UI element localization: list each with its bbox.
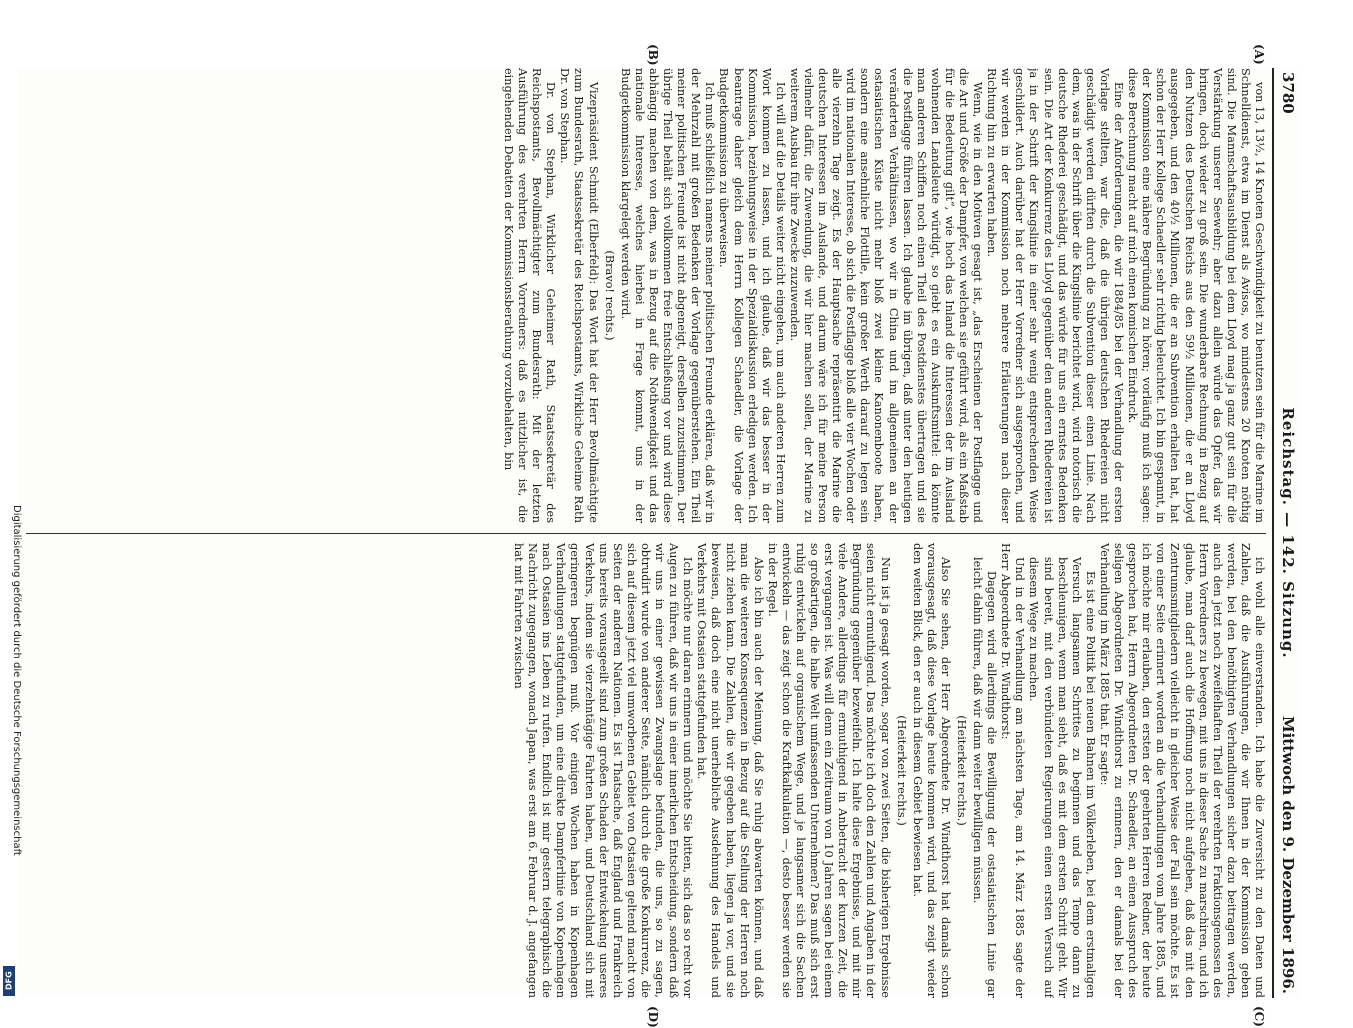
margin-marker-c: (C) [1252,1006,1266,1027]
digitization-credit: Digitalisierung gefördert durch die Deutsche Forschungsgemeinschaft [11,505,22,856]
margin-marker-b: (B) [646,44,660,66]
paragraph: Also Sie sehen, der Herr Abgeordnete Dr. Windthorst hat damals schon vorausgesagt, daß diese Vorlage heute kommen wird, und das zeigt wieder den weiten Blick, den er auch in diesem Gebiet bewiesen hat. [910,543,952,998]
speaker-paragraph: Dr. von Stephan, Wirklicher Geheimer Rath, Staatssekretär des Reichspostamts, Bevollmächtigter zum Bundesrath: Mit der letzten Ausführung des verehrten Herrn Vorredners: daß es nützlicher ist, die eingehenden Debatten der Kommissionsberathung vorzubehalten, bin [502,68,558,523]
left-column [26,68,1266,523]
interjection: (Bravo! rechts.) [602,250,616,341]
dfg-logo: DFG [3,966,15,996]
header-title: Reichstag. — 142. Sitzung. [1279,407,1297,659]
header-date: Mittwoch den 9. Dezember 1896. [1279,716,1297,994]
quotation: Es ist eine Politik bei neuen Bahnen im Völkerleben, bei dem erstmaligen Versuch langsamen Schrittes zu beginnen und das Tempo dann zu beschleunigen, wenn man sieht, daß es mit dem ersten Schritt geht. Wir sind bereit, mit den verbündeten Regierungen einen ersten Versuch auf diesem Wege zu machen. [1027,557,1097,998]
rotated-newspaper-page [18,44,1300,1028]
interjection: (Heiterkeit rechts.) [955,715,969,826]
page-header [1272,68,1300,998]
paragraph: Und in der Verhandlung am nächsten Tage, am 14. März 1885 sagte der Herr Abgeordnete Dr. Windthorst: [999,543,1027,998]
paragraph: Nun ist ja gesagt worden, sogar von zwei Seiten, die bisherigen Ergebnisse seien nicht ermuthigend. Das möchte ich doch den Zahlen und Angaben in der Begründung gegenüber bezweifeln. Ich halte diese Ergebnisse, und mit mir viele Andere, allerdings für ermuthigend in Anbetracht der kurzen Zeit, die erst vergangen ist. Was will denn ein Zeitraum von 10 Jahren sagen bei einem so großartigen, die halbe Welt umfassenden Unternehmen? Das muß sich erst ruhig entwickeln auf organischem Wege, und je langsamer sich die Sachen entwickeln — das zeigt schon die Kraftkalkulation —, desto besser werden sie in der Regel. [765,543,892,998]
quotation: Dagegen wird allerdings die Bewilligung der ostasiatischen Linie gar leicht dahin führen, daß wir dann weiter bewilligen müssen. [971,557,999,998]
margin-marker-d: (D) [646,1006,660,1028]
right-column [26,543,1266,998]
column-divider [26,533,1266,534]
margin-marker-a: (A) [1252,44,1266,65]
interjection: (Heiterkeit rechts.) [894,715,908,826]
paragraph: Ich muß schließlich namens meiner politischen Freunde erklären, daß wir in der Mehrzahl mit großen Bedenken der Vorlage gegenüberstehen. Ein Theil meiner politischen Freunde ist nicht abgeneigt, derselben zuzustimmen. Der übrige Theil behält sich vollkommen freie Entschließung vor und wird diese abhängig machen von dem, was in Bezug auf die Nothwendigkeit und das nationale Interesse, welches hierbei in Frage kommt, uns in der Budgetkommission klargelegt werden wird. [618,68,717,523]
paragraph: ich wohl alle einverstanden. Ich habe die Zuversicht zu den Daten und Zahlen, daß die Ausführungen, die wir Ihnen in der Kommission geben werden, bei den benöthigten Verhandlungen sicher dazu beitragen werden, auch den jetzt noch zweifelhaften Theil der verehrten Fraktionsgenossen des Herrn Vorredners zu bewegen, mit uns in dieser Sache zu marschiren, und ich glaube, man darf auch die Hoffnung noch nicht aufgeben, daß das mit den Zentrumsmitgliedern vielleicht in gleicher Weise der Fall sein möchte. Es ist von einer Seite erinnert worden an die Verhandlungen vom Jahre 1885, und ich möchte mir erlauben, den ersten der geehrten Herren Redner, der heute gesprochen hat, Herrn Abgeordneten Dr. Schaedler, an einen Ausspruch des seligen Abgeordneten Dr. Windthorst zu erinnern, den er damals bei der Verhandlung im März 1885 that. Er sagte: [1097,543,1266,998]
speaker-paragraph: Vizepräsident Schmidt (Elberfeld): Das Wort hat der Herr Bevollmächtigte zum Bundesrath, Staatssekretär des Reichspostamts, Wirkliche Geheime Rath Dr. von Stephan. [558,68,600,523]
page-number: 3780 [1279,72,1297,114]
paragraph: Ich will auf die Details weiter nicht eingehen, um auch anderen Herren zum Wort kommen zu lassen, und ich glaube, daß wir das besser in der Kommission, beziehungsweise in der Spezialdiskussion erledigen werden. Ich beantrage daher gleich dem Herrn Kollegen Schaedler, die Vorlage der Budgetkommission zu überweisen. [717,68,787,523]
paragraph: Eine der Anforderungen, die wir 1884/85 bei der Verhandlung der ersten Vorlage stellten, war die, daß die übrigen deutschen Rhedereien nicht geschädigt werden dürften durch die Subvention dieser einen Linie. Nach dem, was in der Schrift über die Kingslinie berichtet wird, wird notorisch die deutsche Rhederei geschädigt, und das würde für uns ein ernstes Bedenken sein. Die Art der Konkurrenz des Lloyd gegenüber den anderen Rhedereien ist ja in der Schrift der Kingslinie in einer sehr wenig entsprechenden Weise geschildert. Auch darüber hat der Herr Vorredner sich ausgesprochen, und wir werden in der Kommission noch mehrere Erläuterungen nach dieser Richtung hin zu erwarten haben. [985,68,1126,523]
paragraph: Also ich bin auch der Meinung, daß Sie ruhig abwarten können, und daß man die weiteren Konsequenzen in Bezug auf die Stellung der Herren noch nicht ziehen kann. Die Zahlen, die wir gegeben haben, liegen ja vor, und sie beweisen, daß doch eine nicht unerhebliche Ausdehnung des Handels und Verkehrs mit Ostasien stattgefunden hat. [695,543,765,998]
paragraph: von 13, 13½, 14 Knoten Geschwindigkeit zu benutzen sein für die Marine im Schnelldienst, etwa im Dienst als Avisos, wo mindestens 20 Knoten nöthig sind. Die Mannschaftsausbildung bei dem Lloyd mag ja ganz gut sein für die Verstärkung unserer Seewehr; aber dazu allein würde das Opfer, das wir bringen, doch wieder zu groß sein. Die wunderbare Rechnung in Bezug auf den Nutzen des Deutschen Reichs aus den 59½ Millionen, die er an Lloyd ausgegeben, und den 40½ Millionen, die er an Subvention erhalten hat, hat schon der Herr Kollege Schaedler sehr richtig beleuchtet. Ich bin gespannt, in der Kommission eine nähere Begründung zu hören; vorläufig muß ich sagen: diese Berechnung macht auf mich einen komischen Eindruck. [1126,68,1266,523]
paragraph: Ich möchte nur daran erinnern und möchte Sie bitten, sich das so recht vor Augen zu führen, daß wir uns in einer innerlichen Entscheidung, sondern daß wir uns in einer gewissen Zwangslage befunden, die uns, so zu sagen, obtrudirt wurde von anderer Seite, nämlich durch die große Konkurrenz, die sich auf diesem jetzt viel umworbenen Gebiet von Ostasien geltend macht von Seiten der anderen Nationen. Es ist Thatsache, daß England und Frankreich uns bereits vorausgeeilt sind zum großen Schaden der Entwickelung unseres Verkehrs, indem sie vierzehntägige Fahrten haben, und Deutschland sich mit geringeren begnügen muß. Vor einigen Wochen haben in Kopenhagen Verhandlungen stattgefunden, um eine direkte Dampferlinie von Kopenhagen nach Ostasien ins Leben zu rufen. Endlich ist mir gestern telegraphisch die Nachricht zugegangen, wonach Japan, was erst am 6. Februar d. J. angefangen hat mit Fahrten zwischen [512,543,695,998]
paragraph: Wenn, wie in den Motiven gesagt ist, „das Erscheinen der Postflagge und die Art und Größe der Dampfer, von welchen sie geführt wird, als ein Maßstab für die Bedeutung gilt“, wie hoch das Inland die Interessen der im Ausland wohnenden Landsleute würdigt, so giebt es ein Auskunftsmittel: da könnte man anderen Schiffen noch einen Theil des Postdienstes übertragen und sie die Postflagge führen lassen. Ich glaube im übrigen, daß unter den heutigen veränderten Verhältnissen, wo wir in China und im allgemeinen an der ostasiatischen Küste nicht mehr bloß zwei kleine Kanonenboote haben, sondern eine ansehnliche Flottille, kein großer Werth darauf zu legen sein wird im nationalen Interesse, ob sich die Postflagge bloß alle vier Wochen oder alle vierzehn Tage zeigt. Es der Hauptsache repräsentirt die Marine die deutschen Interessen im Auslande, und darum wäre ich für meine Person vielmehr dafür, die Zuwendung, die wir hier machen sollen, der Marine zu weiterem Ausbau für ihre Zwecke zuzuwenden. [787,68,985,523]
